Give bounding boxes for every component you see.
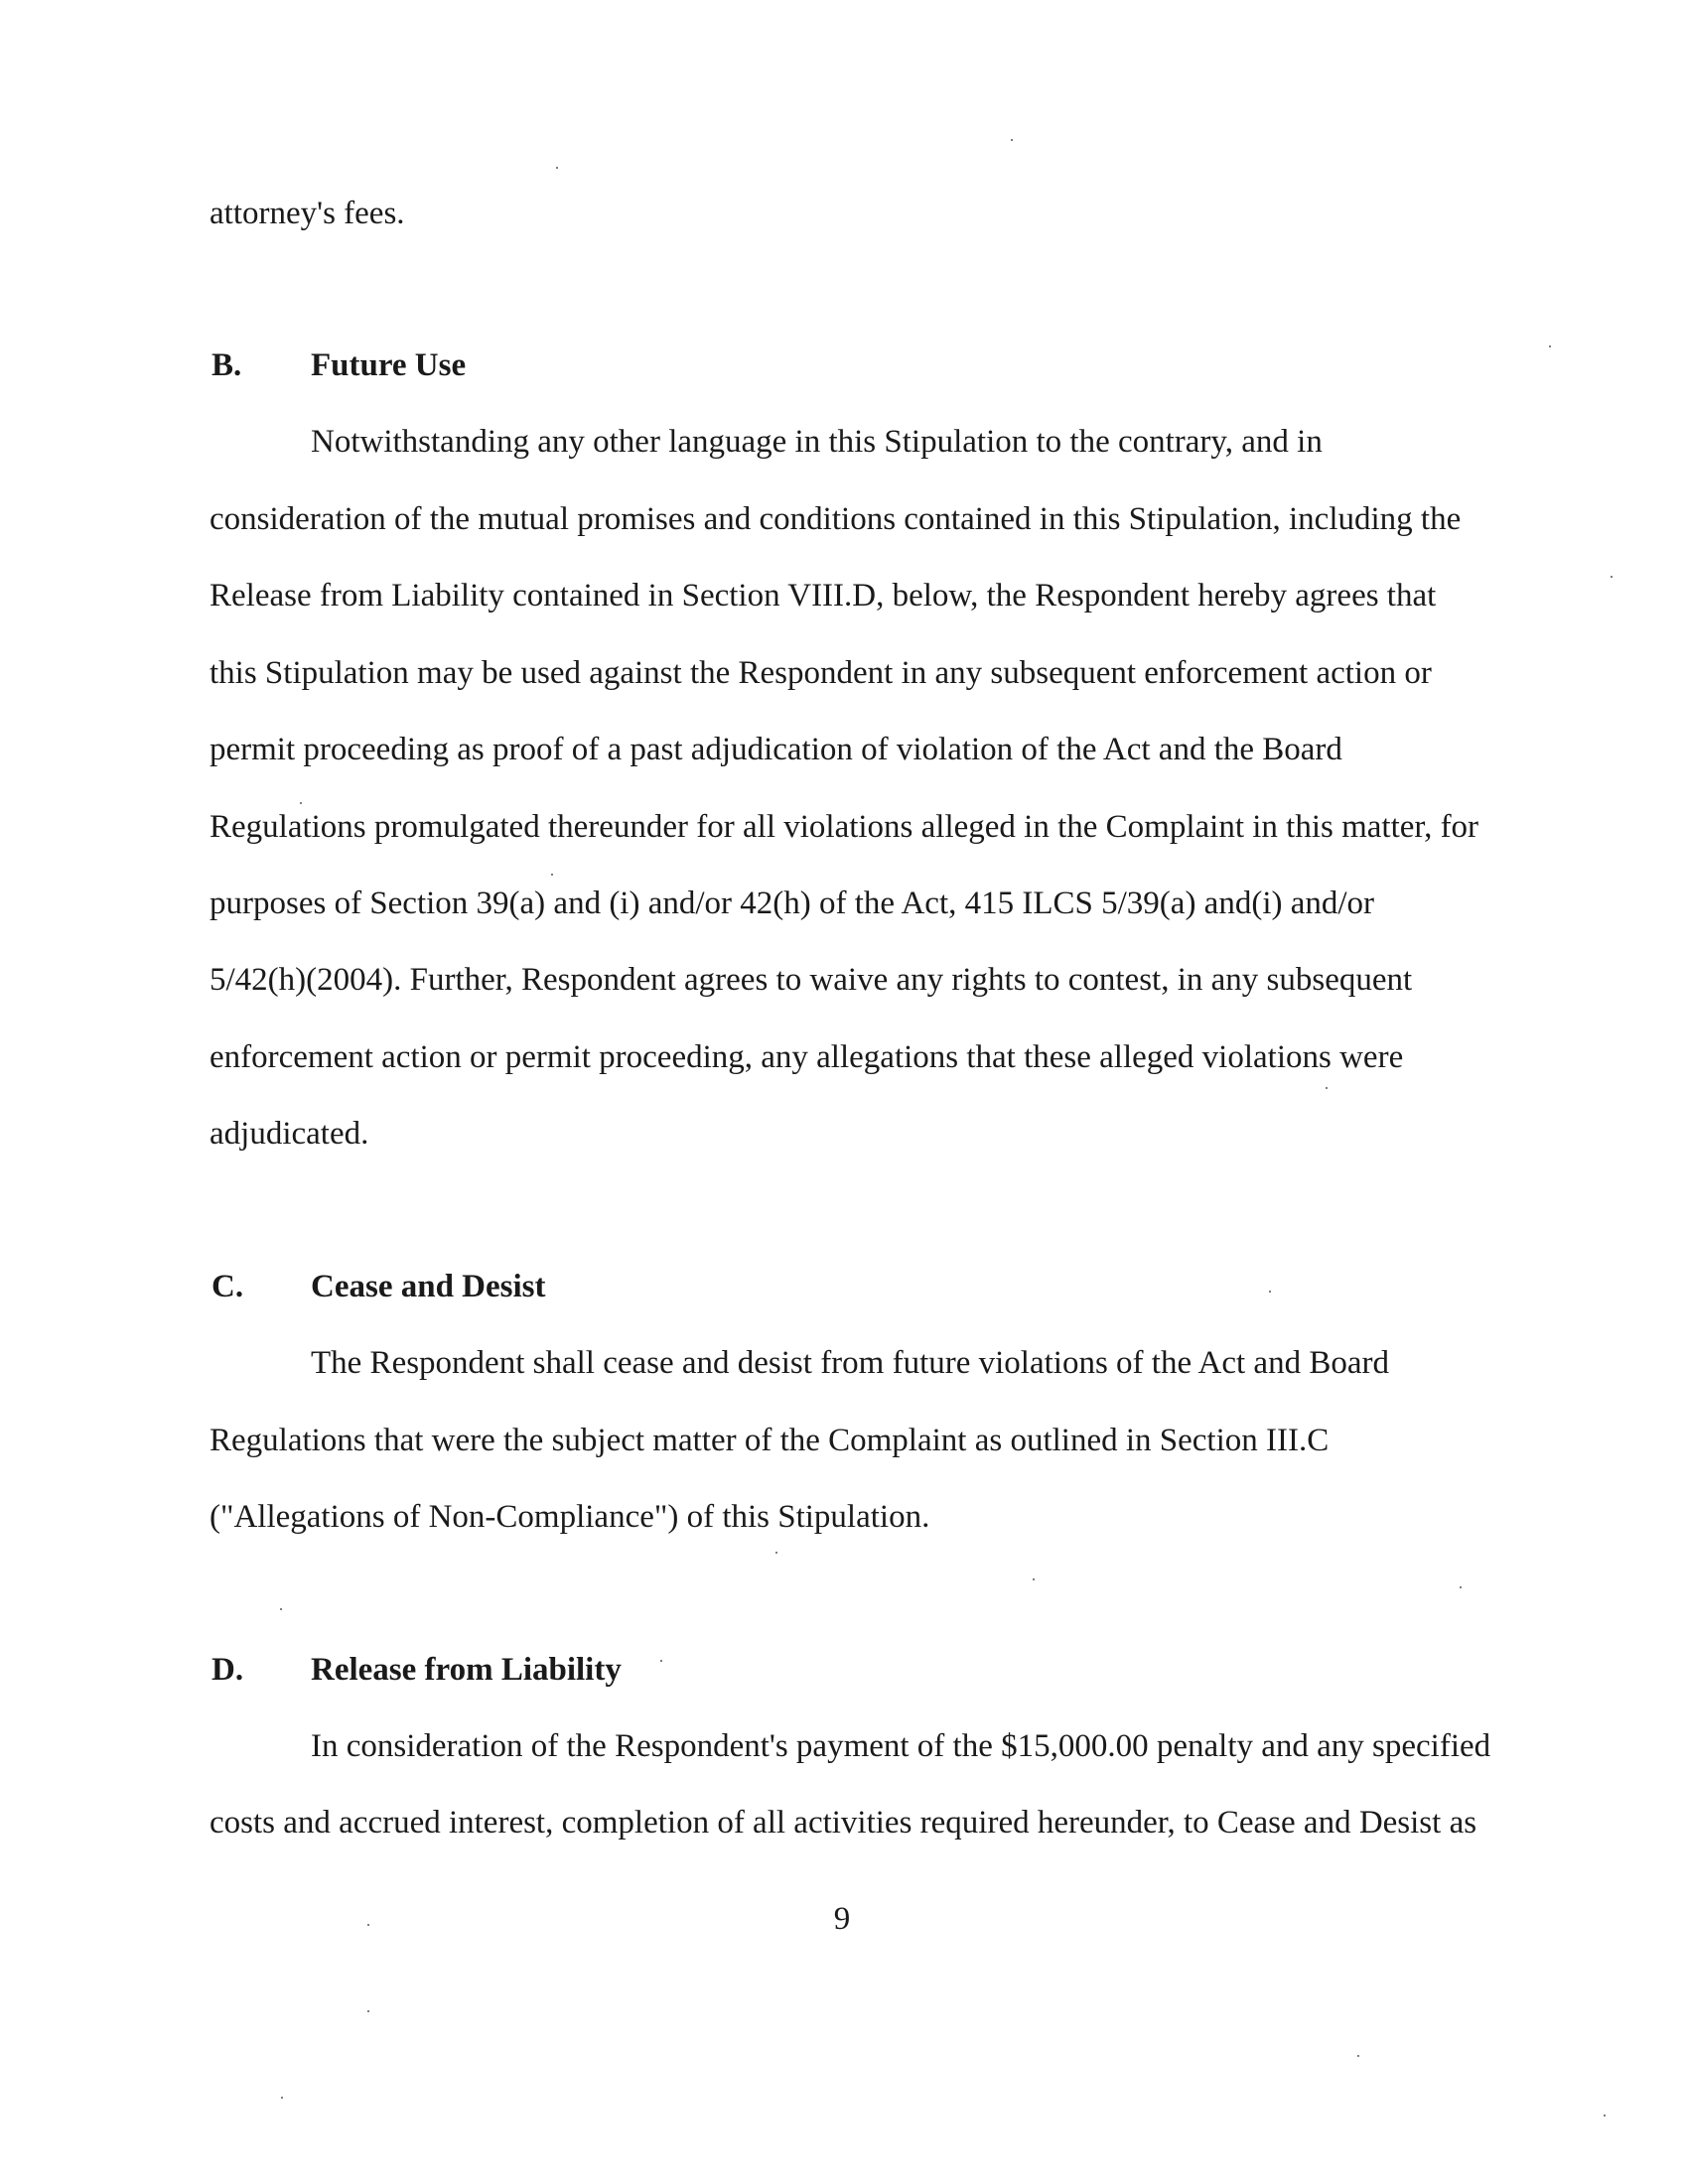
section-title: Release from Liability [311,1652,622,1688]
paragraph-line: In consideration of the Respondent's payment of the $15,000.00 penalty and any specified [311,1728,1491,1764]
paragraph-line: consideration of the mutual promises and conditions contained in this Stipulation, including the [210,501,1462,537]
scan-speck [1269,1291,1271,1293]
scan-speck [300,802,302,804]
paragraph-line: adjudicated. [210,1116,369,1152]
scan-speck [551,874,553,876]
scan-speck [1357,2055,1359,2057]
paragraph-line: purposes of Section 39(a) and (i) and/or 42(h) of the Act, 415 ILCS 5/39(a) and(i) and/or [210,886,1375,921]
scan-speck [1011,139,1013,141]
paragraph-line: The Respondent shall cease and desist from future violations of the Act and Board [311,1345,1389,1381]
scan-speck [1604,2115,1606,2116]
scan-speck [1460,1586,1462,1588]
scan-speck [281,2097,283,2099]
paragraph-line: Regulations that were the subject matter of the Complaint as outlined in Section III.C [210,1423,1330,1458]
continuation-text: attorney's fees. [210,196,405,231]
scan-speck [775,1552,777,1554]
scan-speck [280,1608,282,1610]
paragraph-line: this Stipulation may be used against the Respondent in any subsequent enforcement action or [210,655,1432,691]
paragraph-line: Notwithstanding any other language in this Stipulation to the contrary, and in [311,424,1323,460]
section-letter: D. [211,1652,244,1688]
section-title: Cease and Desist [311,1269,546,1304]
section-title: Future Use [311,347,467,383]
scan-speck [367,2010,369,2012]
scan-speck [1326,1087,1328,1089]
paragraph-line: costs and accrued interest, completion of all activities required hereunder, to Cease and Desist as [210,1805,1477,1841]
scan-speck [660,1660,662,1662]
paragraph-line: Release from Liability contained in Section VIII.D, below, the Respondent hereby agrees that [210,578,1437,614]
scan-speck [367,1924,369,1926]
paragraph-line: ("Allegations of Non-Compliance") of this Stipulation. [210,1499,930,1535]
paragraph-line: permit proceeding as proof of a past adjudication of violation of the Act and the Board [210,732,1342,767]
scan-speck [1033,1578,1035,1580]
scan-speck [556,167,558,169]
section-letter: B. [211,347,242,383]
scan-speck [1549,345,1551,347]
page-number: 9 [833,1901,851,1937]
paragraph-line: Regulations promulgated thereunder for all violations alleged in the Complaint in this matter, for [210,809,1479,845]
scan-speck [1611,576,1613,578]
section-letter: C. [211,1269,244,1304]
paragraph-line: 5/42(h)(2004). Further, Respondent agrees to waive any rights to contest, in any subsequent [210,962,1413,998]
paragraph-line: enforcement action or permit proceeding, any allegations that these alleged violations were [210,1039,1404,1075]
